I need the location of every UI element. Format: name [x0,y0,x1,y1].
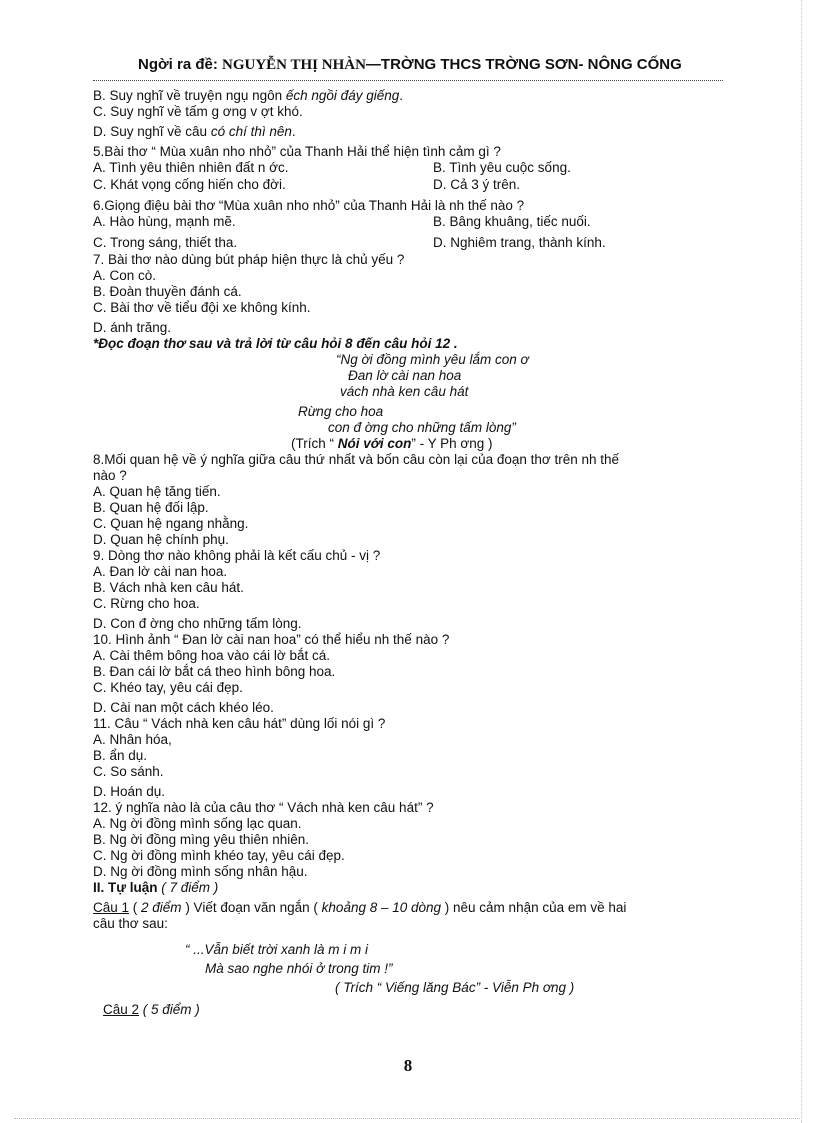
q11-option-a: A. Nhân hóa, [93,732,172,747]
q12-option-d: D. Ng ời đồng mình sống nhân hậu. [93,864,308,879]
q6-options-row-1 [93,214,743,231]
q7-option-b: B. Đoàn thuyền đánh cá. [93,284,242,299]
header-divider [93,80,723,81]
q9-option-a: A. Đan lờ cài nan hoa. [93,564,228,579]
verse-line-1: “ ...Vẫn biết trời xanh là m i m i [185,942,368,957]
page-header [138,56,682,74]
q8-option-b: B. Quan hệ đối lập. [93,500,209,515]
q6-options-row-2 [93,235,743,252]
q5-option-a: A. Tình yêu thiên nhiên đất n ớc. [93,160,289,175]
question-8-cont: nào ? [93,468,127,483]
q5-option-b: B. Tình yêu cuộc sống. [433,160,571,175]
q5-option-c: C. Khát vọng cống hiến cho đời. [93,177,286,192]
poem-line-5: con đ ờng cho những tấm lòng” [328,420,516,435]
q10-option-b: B. Đan cái lờ bắt cá theo hình bông hoa. [93,664,336,679]
q5-options-row-1 [93,160,743,177]
q6-option-d: D. Nghiêm trang, thành kính. [433,235,606,250]
q10-option-c: C. Khéo tay, yêu cái đẹp. [93,680,243,695]
q6-option-c: C. Trong sáng, thiết tha. [93,235,238,250]
verse-source: ( Trích “ Viếng lăng Bác” - Viễn Ph ơng ) [335,980,575,995]
q4-option-d: D. Suy nghĩ về câu có chí thì nên. [93,124,296,139]
q8-option-d: D. Quan hệ chính phụ. [93,532,229,547]
footer-divider [14,1118,802,1119]
author-label: Ngời ra đề: [138,56,218,73]
page-number: 8 [403,1056,413,1075]
author-name: NGUYỄN THỊ NHÀN [222,57,366,73]
q4-option-c: C. Suy nghĩ về tấm g ơng v ợt khó. [93,104,303,119]
question-12: 12. ý nghĩa nào là của câu thơ “ Vách nhà ken câu hát” ? [93,800,434,815]
school-name: —TRỜNG THCS TRỜNG SƠN- NÔNG CỐNG [365,56,682,73]
q9-option-c: C. Rừng cho hoa. [93,596,200,611]
q7-option-c: C. Bài thơ về tiểu đội xe không kính. [93,300,311,315]
q11-option-b: B. ẩn dụ. [93,748,148,763]
question-10: 10. Hình ảnh “ Đan lờ cài nan hoa” có thể hiểu nh thế nào ? [93,632,450,647]
poem-line-1: “Ng ời đồng mình yêu lắm con ơ [336,352,529,367]
document-body [93,88,743,1018]
question-8: 8.Mối quan hệ về ý nghĩa giữa câu thứ nhất và bốn câu còn lại của đoạn thơ trên nh thế [93,452,620,467]
q11-option-d: D. Hoán dụ. [93,784,166,799]
q10-option-d: D. Cài nan một cách khéo léo. [93,700,274,715]
q7-option-d: D. ánh trăng. [93,320,172,335]
essay-question-2: Câu 2 ( 5 điểm ) [103,1002,200,1017]
question-11: 11. Câu “ Vách nhà ken câu hát” dùng lối nói gì ? [93,716,386,731]
q8-option-a: A. Quan hệ tăng tiến. [93,484,221,499]
poem-line-3: vách nhà ken câu hát [340,384,469,399]
q12-option-a: A. Ng ời đồng mình sống lạc quan. [93,816,302,831]
poem-line-2: Đan lờ cài nan hoa [348,368,462,383]
question-5: 5.Bài thơ “ Mùa xuân nho nhỏ” của Thanh Hải thể hiện tình cảm gì ? [93,144,501,159]
question-6: 6.Giọng điệu bài thơ “Mùa xuân nho nhỏ” của Thanh Hải là nh thế nào ? [93,198,525,213]
essay-question-1-cont: câu thơ sau: [93,916,168,931]
q11-option-c: C. So sánh. [93,764,164,779]
q12-option-b: B. Ng ời đồng mìng yêu thiên nhiên. [93,832,309,847]
part-2-heading: II. Tự luận ( 7 điểm ) [93,880,219,895]
q9-option-b: B. Vách nhà ken câu hát. [93,580,244,595]
verse-line-2: Mà sao nghe nhói ở trong tim !” [205,961,393,976]
q10-option-a: A. Cài thêm bông hoa vào cái lờ bắt cá. [93,648,330,663]
side-divider [801,0,802,1123]
q5-options-row-2 [93,177,743,194]
essay-question-1: Câu 1 ( 2 điểm ) Viết đoạn văn ngắn ( khoảng 8 – 10 dòng ) nêu cảm nhận của em về hai [93,900,627,915]
question-7: 7. Bài thơ nào dùng bút pháp hiện thực là chủ yếu ? [93,252,405,267]
q5-option-d: D. Cả 3 ý trên. [433,177,521,192]
poem-line-4: Rừng cho hoa [298,404,384,419]
q8-option-c: C. Quan hệ ngang nhằng. [93,516,249,531]
q4-option-b: B. Suy nghĩ về truyện ngụ ngôn ếch ngồi đáy giếng. [93,88,403,103]
q9-option-d: D. Con đ ờng cho những tấm lòng. [93,616,302,631]
q6-option-b: B. Bâng khuâng, tiếc nuối. [433,214,591,229]
question-9: 9. Dòng thơ nào không phải là kết cấu chủ - vị ? [93,548,381,563]
q6-option-a: A. Hào hùng, mạnh mẽ. [93,214,236,229]
q12-option-c: C. Ng ời đồng mình khéo tay, yêu cái đẹp. [93,848,345,863]
poem-source: (Trích “ Nói với con” - Y Ph ơng ) [291,436,493,451]
q7-option-a: A. Con cò. [93,268,157,283]
reading-instruction: *Đọc đoạn thơ sau và trả lời từ câu hỏi 8 đến câu hỏi 12 . [93,336,458,351]
